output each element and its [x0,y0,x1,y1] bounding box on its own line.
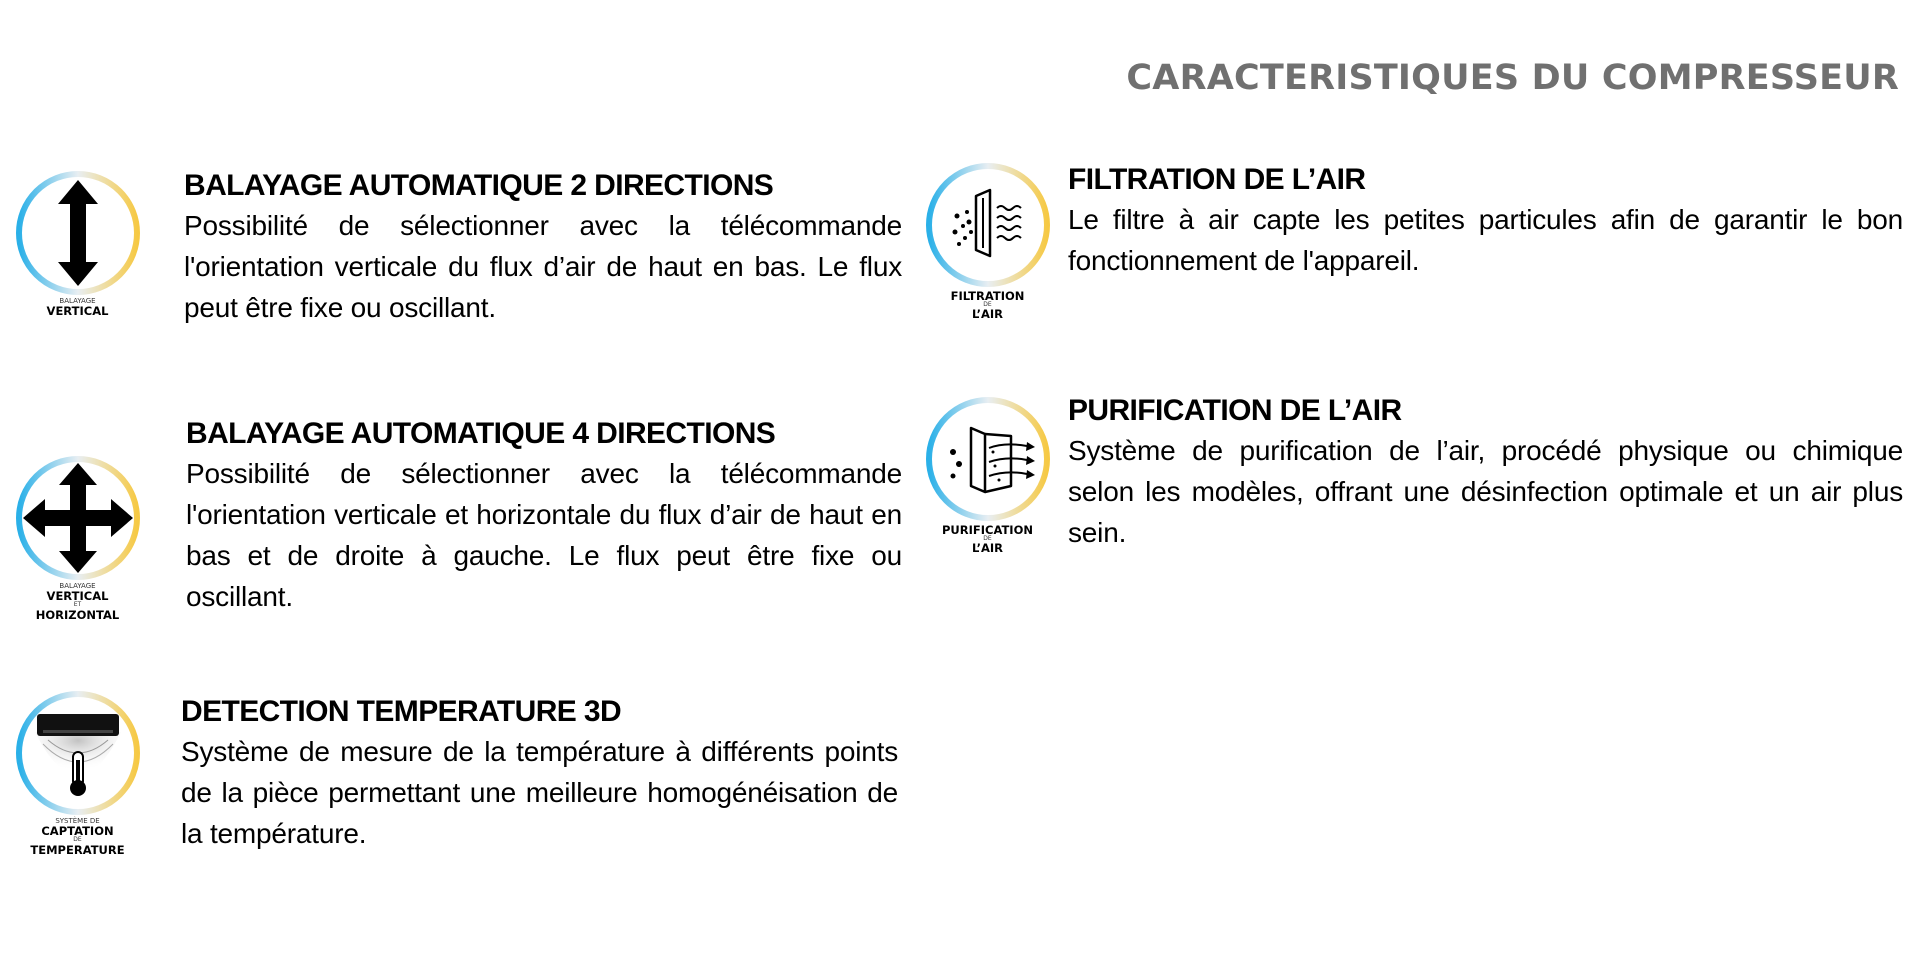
feature-description: Système de mesure de la température à différents points de la pièce permettant une meilleure homogénéisation de la température. [181,736,898,849]
badge-caption: BALAYAGE VERTICAL [46,297,109,319]
vertical-arrow-icon [13,168,143,298]
badge-caption: SYSTÈME DE CAPTATION DE TEMPERATURE [30,817,125,857]
badge-caption: BALAYAGE VERTICAL ET HORIZONTAL [35,582,120,622]
four-direction-arrows-icon [13,453,143,583]
badge-vertical-sweep [10,168,145,317]
feature-title: BALAYAGE AUTOMATIQUE 4 DIRECTIONS [186,417,776,450]
badge-caption: PURIFICATION DE L’AIR [941,523,1033,556]
badge-air-filtration [920,160,1055,320]
feature-text [186,415,902,617]
page-title: CARACTERISTIQUES DU COMPRESSEUR [1126,58,1899,98]
feature-text [181,693,898,854]
feature-text [1068,392,1903,553]
badge-vertical-horizontal-sweep [10,453,145,621]
feature-text [184,167,902,328]
feature-description: Possibilité de sélectionner avec la télécommande l'orientation verticale et horizontale du flux d’air de haut en bas et de droite à gauche. Le flux peut être fixe ou oscillant. [186,458,902,612]
feature-title: PURIFICATION DE L’AIR [1068,394,1402,427]
badge-air-purification [920,394,1055,554]
badge-caption: FILTRATION DE L’AIR [950,289,1025,322]
air-purification-icon [923,394,1053,524]
air-conditioner-thermometer-icon [13,688,143,818]
feature-text [1068,161,1903,281]
feature-title: FILTRATION DE L’AIR [1068,163,1366,196]
air-filter-icon [923,160,1053,290]
feature-title: DETECTION TEMPERATURE 3D [181,695,622,728]
feature-description: Système de purification de l’air, procédé physique ou chimique selon les modèles, offrant une désinfection optimale et un air plus sein. [1068,435,1903,548]
feature-description: Possibilité de sélectionner avec la télécommande l'orientation verticale du flux d’air de haut en bas. Le flux peut être fixe ou oscillant. [184,210,902,323]
badge-temperature-capture [10,688,145,856]
feature-title: BALAYAGE AUTOMATIQUE 2 DIRECTIONS [184,169,774,202]
feature-description: Le filtre à air capte les petites particules afin de garantir le bon fonctionnement de l'appareil. [1068,204,1903,276]
